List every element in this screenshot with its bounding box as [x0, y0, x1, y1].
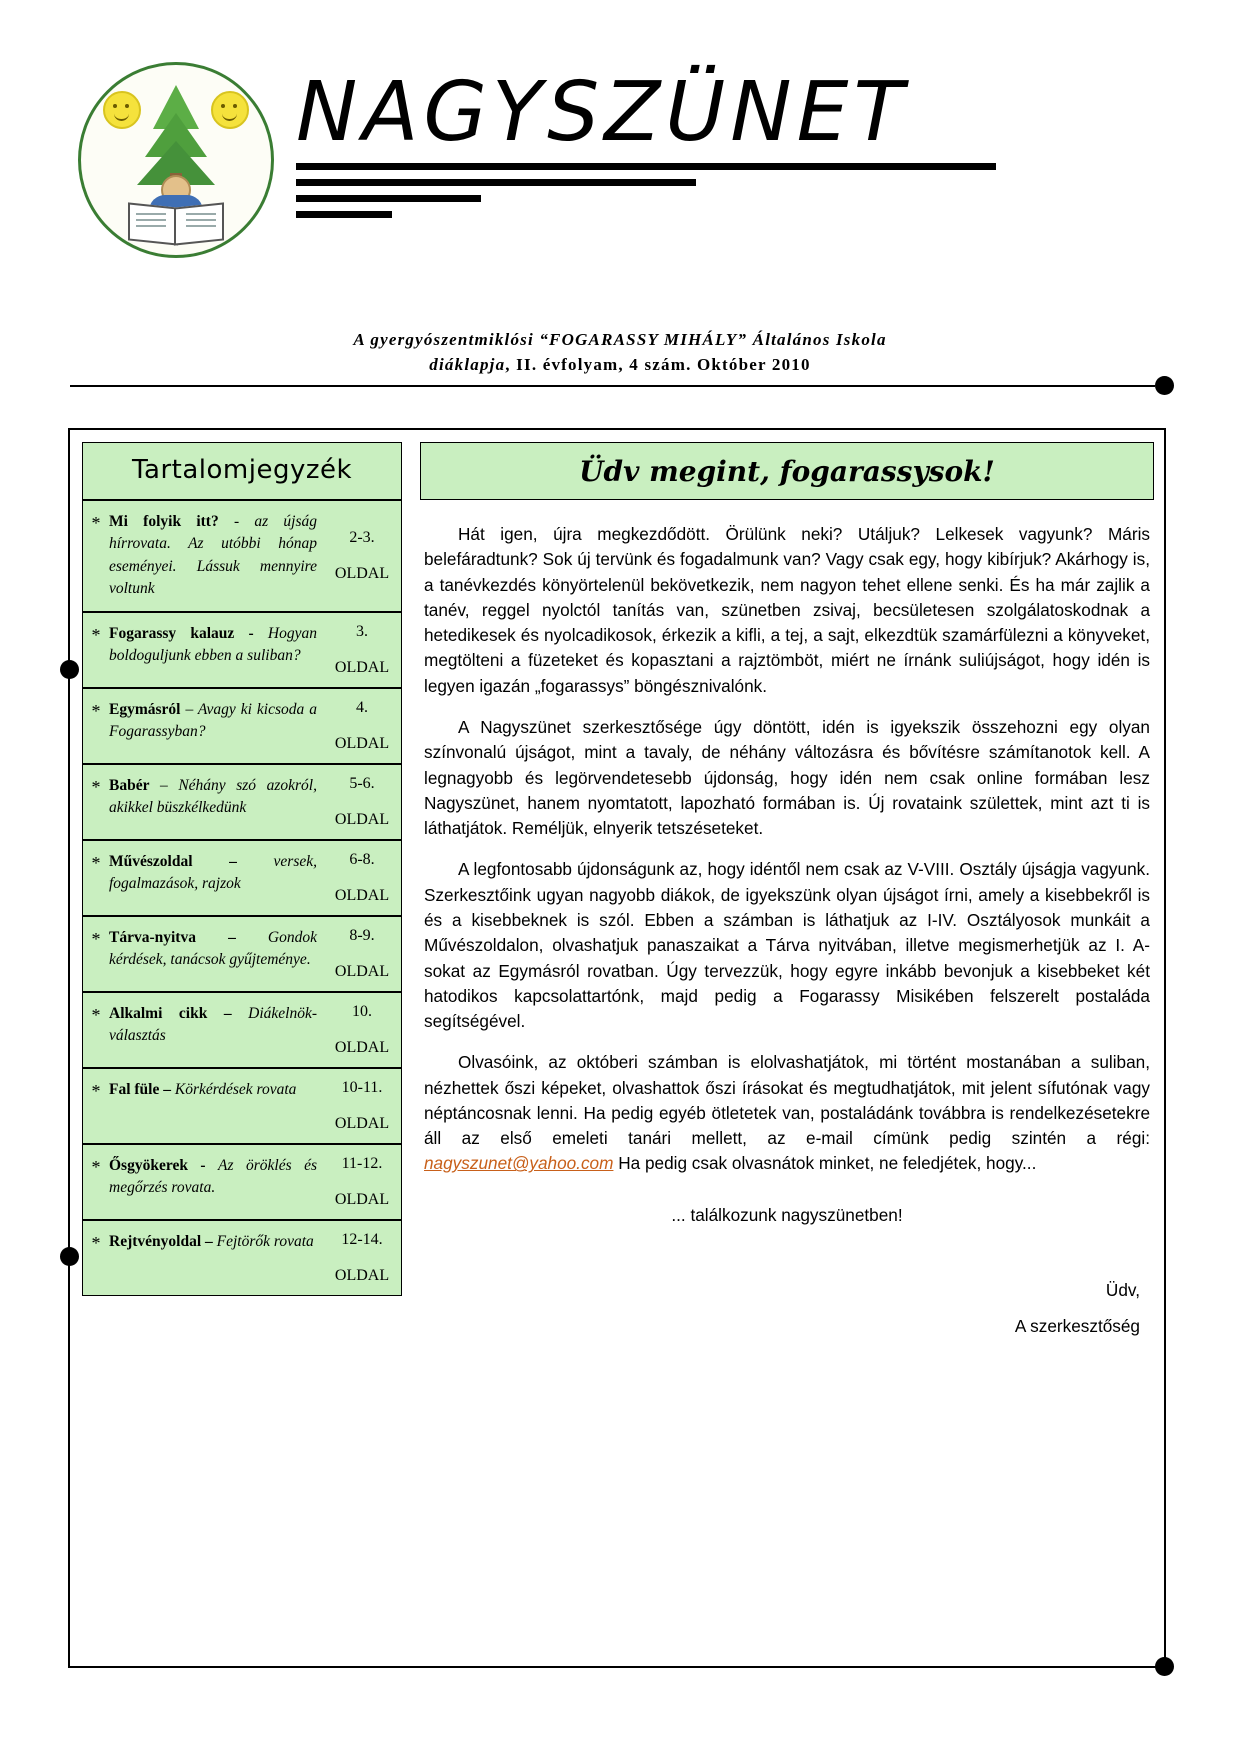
toc-page-label: OLDAL — [334, 564, 390, 582]
toc-item-text — [109, 1145, 323, 1219]
list-item[interactable] — [83, 689, 401, 765]
bullet-star-icon: * — [91, 700, 101, 721]
list-item[interactable] — [83, 1221, 401, 1295]
smiling-sun-icon — [211, 91, 249, 129]
toc-page-label: OLDAL — [334, 962, 390, 980]
article-paragraph-with-email — [424, 1050, 1150, 1176]
toc-item-pages — [323, 501, 401, 611]
list-item[interactable] — [83, 993, 401, 1069]
toc-item-desc: – Avagy ki kicsoda a Fogarassyban? — [109, 700, 317, 741]
rule-4 — [296, 211, 392, 218]
corner-dot-bottom-right — [1155, 1657, 1174, 1676]
rule-1 — [296, 163, 996, 170]
list-item[interactable] — [83, 765, 401, 841]
subtitle-line-1: A gyergyószentmiklósi “FOGARASSY MIHÁLY” Általános Iskola — [353, 330, 887, 349]
toc-item-desc: Gondok kérdések, tanácsok gyűjteménye. — [109, 928, 318, 969]
article-body — [420, 500, 1154, 1344]
bullet-star-icon: * — [91, 513, 101, 533]
toc-item-pages — [323, 1145, 401, 1219]
toc-item-text — [109, 1221, 323, 1295]
bullet-star-icon: * — [91, 928, 101, 949]
toc-page-label: OLDAL — [334, 1038, 390, 1056]
toc-item-pages — [323, 1069, 401, 1143]
email-link[interactable]: nagyszunet@yahoo.com — [424, 1153, 614, 1174]
toc-item-pages — [323, 841, 401, 915]
toc-item-text — [109, 1069, 323, 1143]
toc-page-label: OLDAL — [334, 1114, 390, 1132]
table-of-contents — [82, 442, 402, 1296]
article-paragraph: A Nagyszünet szerkesztősége úgy döntött, idén is igyekszik összehozni egy olyan színvonalú újságot, mint a tavaly, de néhány változásra és bővítésre számítanotok kell. A legnagyobb és legörvendetesebb újdonság, hogy idén nem csak online formában lesz Nagyszünet, hanem nyomtatott, lapozható formában is. Új rovataink születtek, mint azt ti is láthatjátok. Reméljük, elnyerik tetszéseteket. — [424, 716, 1150, 839]
bullet-star-icon: * — [91, 624, 101, 645]
toc-item-text — [109, 993, 323, 1067]
toc-page-label: OLDAL — [334, 1190, 390, 1208]
article-headline: Üdv megint, fogarassysok! — [579, 454, 995, 488]
bullet-star-icon: * — [91, 852, 101, 873]
toc-item-desc: Az öröklés és megőrzés rovata. — [109, 1156, 317, 1197]
corner-dot-left-upper — [60, 660, 79, 679]
logo-circle — [78, 62, 274, 258]
signoff-greeting: Üdv, — [1105, 1280, 1140, 1301]
toc-item-text — [109, 501, 323, 611]
list-item[interactable] — [83, 1069, 401, 1145]
corner-dot-left-lower — [60, 1247, 79, 1266]
toc-item-desc: Diákelnök-választás — [109, 1004, 318, 1045]
toc-item-text — [109, 917, 323, 991]
masthead — [0, 0, 1240, 374]
bullet-star-icon: * — [91, 1156, 101, 1177]
signoff-author: A szerkesztőség — [1014, 1316, 1140, 1337]
article-paragraph-text: Olvasóink, az októberi számban is elolvashatjátok, mi történt mostanában a suliban, nézhettek őszi képeket, olvashattok őszi írásokat és megtudhatjátok, mit jelent sífutónak vagy néptáncosnak lenni. Ha pedig egyéb ötletetek van, postaládánk továbbra is rendelkezésetekre áll az első emeleti tanári mellett, az e-mail címünk pedig szintén a régi: — [424, 1052, 1150, 1149]
article-paragraph: A legfontosabb újdonságunk az, hogy idéntől nem csak az V-VIII. Osztály újságja vagyunk. Szerkesztőink ugyan nagyobb diákok, de igyekszünk olyan újságot írni, amely a kisebbekről is és a kisebbeknek is szól. Ebben a számban is láthatjuk az I-IV. Osztályosok munkáit a Művészoldalon, olvashatjuk panaszaikat a Tárva nyitvában, illetve megismerhetjük az I. A-sokat az Egymásról rovatban. Úgy tervezzük, hogy egyre inkább bevonjuk a kisebbeket két hatodikos kapcsolattartónk, majd pedig a Fogarassy Misikében felszerelt postaláda segítségével. — [424, 859, 1150, 1032]
subtitle-issue-info: , II. évfolyam, 4 szám. Október 2010 — [505, 355, 811, 374]
toc-item-title: Babér — [109, 776, 150, 794]
toc-item-title: Tárva-nyitva – — [109, 928, 236, 946]
toc-page-number: 6-8. — [349, 850, 375, 868]
toc-item-desc: - az újság hírrovata. Az utóbbi hónap eseményei. Lássuk mennyire voltunk — [109, 513, 317, 598]
page-title: NAGYSZÜNET — [296, 65, 909, 160]
list-item[interactable] — [83, 501, 401, 613]
toc-item-pages — [323, 689, 401, 763]
article-paragraph-tail: Ha pedig csak olvasnátok minket, ne feledjétek, hogy... — [613, 1153, 1037, 1174]
bullet-star-icon: * — [91, 1004, 101, 1025]
corner-dot-top-right — [1155, 376, 1174, 395]
toc-page-number: 2-3. — [349, 528, 375, 546]
article-closing-line: ... találkozunk nagyszünetben! — [671, 1204, 903, 1225]
masthead-subtitle — [0, 330, 1240, 375]
grass-decoration — [81, 229, 271, 255]
toc-page-number: 11-12. — [341, 1154, 383, 1172]
toc-item-pages — [323, 613, 401, 687]
list-item[interactable] — [83, 841, 401, 917]
toc-item-pages — [323, 1221, 401, 1295]
article-headline-banner — [420, 442, 1154, 500]
list-item[interactable] — [83, 917, 401, 993]
subtitle-line-2 — [0, 355, 1240, 375]
toc-item-title: Fal füle – — [109, 1080, 171, 1098]
smiling-sun-icon — [103, 91, 141, 129]
toc-item-text — [109, 841, 323, 915]
toc-item-title: Ősgyökerek - — [109, 1156, 219, 1174]
subtitle-publication-word: diáklapja — [429, 355, 506, 374]
toc-page-number: 10. — [352, 1002, 372, 1020]
toc-page-label: OLDAL — [334, 810, 390, 828]
rule-2 — [296, 179, 696, 186]
toc-page-number: 12-14. — [341, 1230, 383, 1248]
content-frame — [68, 428, 1166, 1668]
main-article-column — [420, 442, 1154, 1344]
list-item[interactable] — [83, 1145, 401, 1221]
toc-item-desc: Hogyan boldoguljunk ebben a suliban? — [109, 624, 318, 665]
toc-item-title: Mi folyik itt? — [109, 513, 219, 530]
toc-item-pages — [323, 993, 401, 1067]
toc-item-title: Egymásról — [109, 700, 181, 718]
toc-item-title: Rejtvényoldal – — [109, 1232, 213, 1250]
bullet-star-icon: * — [91, 1232, 101, 1253]
list-item[interactable] — [83, 613, 401, 689]
toc-page-number: 10-11. — [341, 1078, 383, 1096]
toc-item-text — [109, 689, 323, 763]
frame-top-line — [70, 385, 1155, 387]
toc-page-number: 3. — [356, 622, 368, 640]
toc-item-desc: – Néhány szó azokról, akikkel büszkélkedünk — [109, 776, 317, 817]
toc-item-desc: Körkérdések rovata — [171, 1080, 297, 1098]
toc-page-label: OLDAL — [334, 658, 390, 676]
toc-item-title: Művészoldal – — [109, 852, 237, 870]
toc-page-number: 5-6. — [349, 774, 375, 792]
toc-item-pages — [323, 917, 401, 991]
toc-item-title: Alkalmi cikk – — [109, 1004, 232, 1022]
toc-item-desc: Fejtörők rovata — [212, 1232, 314, 1250]
rule-3 — [296, 195, 481, 202]
bullet-star-icon: * — [91, 776, 101, 797]
toc-item-title: Fogarassy kalauz - — [109, 624, 254, 642]
school-logo — [78, 62, 274, 258]
article-signoff — [424, 1272, 1150, 1344]
bullet-star-icon: * — [91, 1080, 101, 1101]
toc-item-text — [109, 613, 323, 687]
toc-page-label: OLDAL — [334, 886, 390, 904]
toc-page-number: 8-9. — [349, 926, 375, 944]
toc-item-desc: versek, fogalmazások, rajzok — [109, 852, 317, 893]
title-block — [296, 65, 996, 218]
article-paragraph: Hát igen, újra megkezdődött. Örülünk neki? Utáljuk? Lelkesek vagyunk? Máris belefáradtunk? Sok új tervünk és fogadalmunk van? Vagy csak egy, hogy kibírjuk? Akárhogy is, a tanévkezdés könyörtelenül bekövetkezik, nem nagyon tehet ellene senki. És ha már zajlik a tanév, reggel nyolctól tanítás van, szünetben zsivaj, becsületesen szolgálatoskodnak a hetedikesek és nyolcadikosok, érkezik a kifli, a tej, a sajt, elkezdtük szamárfülezni a könyveket, megtölteni a füzeteket és kopasztani a rajztömböt, miért ne írnánk suliújságot, hogy idén is legyen igazán „fogarassys” böngésznivalónk. — [424, 524, 1150, 696]
toc-item-pages — [323, 765, 401, 839]
toc-item-text — [109, 765, 323, 839]
toc-page-label: OLDAL — [334, 1266, 390, 1284]
toc-title: Tartalomjegyzék — [131, 455, 353, 485]
toc-page-label: OLDAL — [334, 734, 390, 752]
toc-page-number: 4. — [356, 698, 368, 716]
